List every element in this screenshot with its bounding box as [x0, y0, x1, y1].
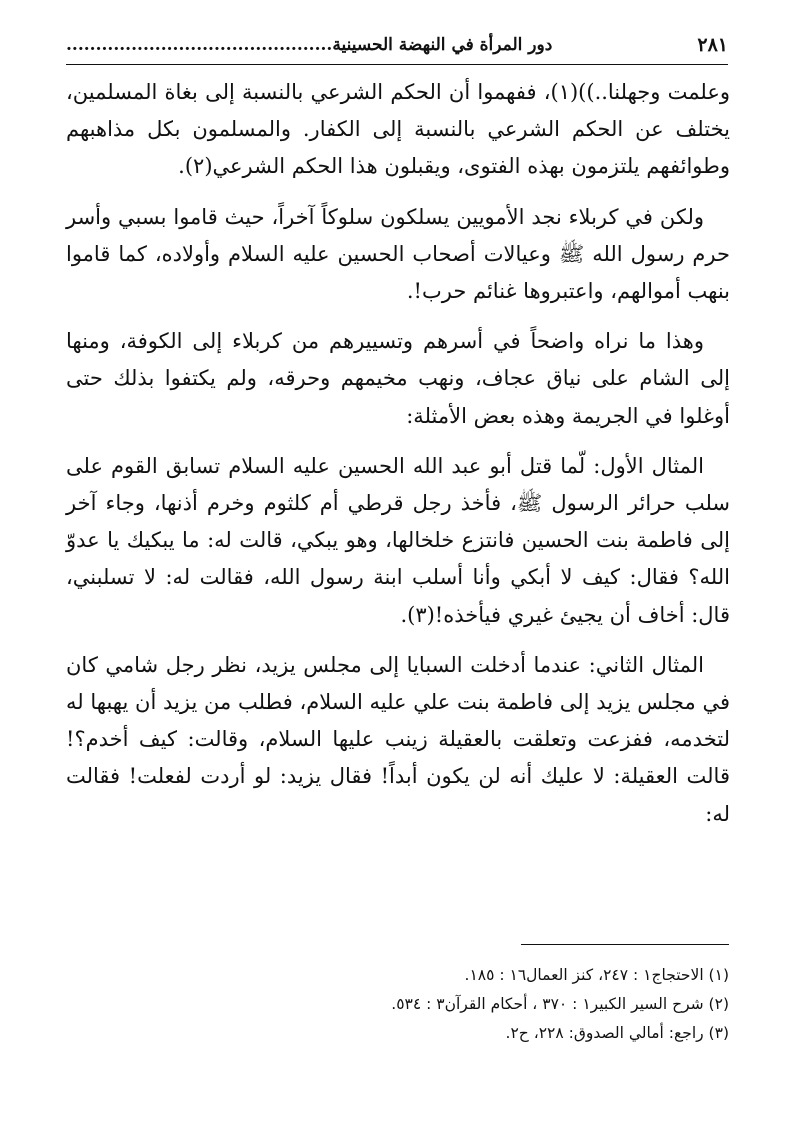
- footnote: (١) الاحتجاج١ : ٢٤٧، كنز العمال١٦ : ١٨٥.: [464, 966, 729, 984]
- footnotes: [69, 961, 729, 1048]
- footnote-divider: [521, 944, 729, 945]
- footnote: (٣) راجع: أمالي الصدوق: ٢٢٨، ح٢.: [505, 1024, 729, 1042]
- paragraph: ولكن في كربلاء نجد الأمويين يسلكون سلوكاً آخراً، حيث قاموا بسبي وأسر حرم رسول الله ﷺ وعيالات أصحاب الحسين عليه السلام وأولاده، كما قاموا بنهب أموالهم، واعتبروها غنائم حرب!.: [66, 204, 730, 304]
- footnote: (٢) شرح السير الكبير١ : ٣٧٠ ، أحكام القرآن٣ : ٥٣٤.: [391, 995, 729, 1013]
- page-header: [66, 32, 728, 62]
- body-text: [66, 74, 730, 846]
- page-number: ٢٨١: [697, 34, 728, 56]
- paragraph: وعلمت وجهلنا..))(١)، ففهموا أن الحكم الشرعي بالنسبة إلى بغاة المسلمين، يختلف عن الحكم الشرعي بالنسبة إلى الكفار. والمسلمون بكل مذاهبهم وطوائفهم يلتزمون بهذه الفتوى، ويقبلون هذا الحكم الشرعي(٢).: [66, 80, 730, 179]
- header-divider: [66, 64, 728, 65]
- paragraph: المثال الأول: لّما قتل أبو عبد الله الحسين عليه السلام تسابق القوم على سلب حرائر الرسول ﷺ، فأخذ رجل قرطي أم كلثوم وخرم أذنها، وجاء آخر إلى فاطمة بنت الحسين فانتزع خلخالها، وهو يبكي، قالت له: ما يبكيك يا عدوّ الله؟ فقال: كيف لا أبكي وأنا أسلب ابنة رسول الله، فقالت له: لا تسلبني، قال: أخاف أن يجيئ غيري فيأخذه!(٣).: [66, 453, 730, 627]
- paragraph: المثال الثاني: عندما أدخلت السبايا إلى مجلس يزيد، نظر رجل شامي كان في مجلس يزيد إلى فاطمة بنت علي عليه السلام، فطلب من يزيد أن يهبها له لتخدمه، ففزعت وتعلقت بالعقيلة زينب عليها السلام، وقالت: كيف أخدم؟! قالت العقيلة: لا عليك أنه لن يكون أبداً! فقال يزيد: لو أردت لفعلت! فقالت له:: [66, 652, 730, 826]
- running-title: دور المرأة في النهضة الحسينية.............................................: [66, 35, 553, 55]
- paragraph: وهذا ما نراه واضحاً في أسرهم وتسييرهم من كربلاء إلى الكوفة، ومنها إلى الشام على نياق عجاف، ونهب مخيمهم وحرقه، ولم يكتفوا بذلك حتى أوغلوا في الجريمة وهذه بعض الأمثلة:: [66, 329, 730, 428]
